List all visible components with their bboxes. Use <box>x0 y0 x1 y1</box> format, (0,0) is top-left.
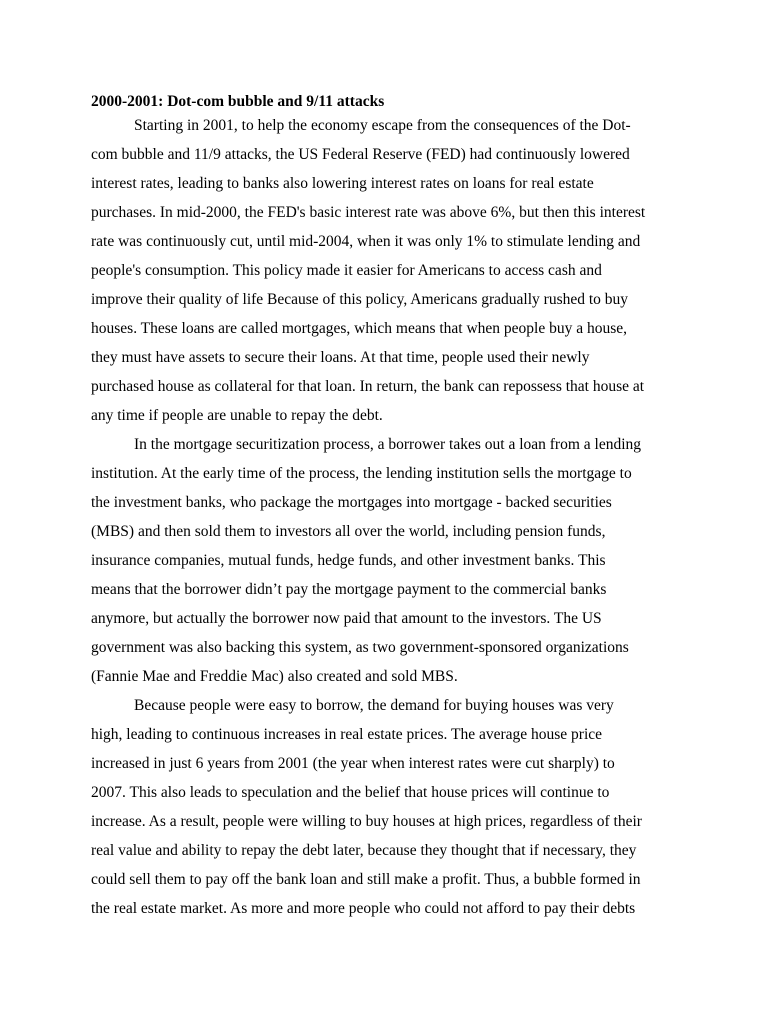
paragraph-1-line-5: rate was continuously cut, until mid-2004, when it was only 1% to stimulate lending and <box>91 233 641 250</box>
paragraph-3-line-4: 2007. This also leads to speculation and the belief that house prices will continue to <box>91 784 610 801</box>
paragraph-3-line-7: could sell them to pay off the bank loan and still make a profit. Thus, a bubble formed in <box>91 871 641 888</box>
paragraph-1-line-1: Starting in 2001, to help the economy escape from the consequences of the Dot- <box>134 117 631 134</box>
paragraph-1-line-3: interest rates, leading to banks also lowering interest rates on loans for real estate <box>91 175 594 192</box>
paragraph-3-line-2: high, leading to continuous increases in real estate prices. The average house price <box>91 726 603 743</box>
paragraph-2-line-7: anymore, but actually the borrower now paid that amount to the investors. The US <box>91 610 602 627</box>
paragraph-1-line-6: people's consumption. This policy made it easier for Americans to access cash and <box>91 262 602 279</box>
paragraph-1-line-7: improve their quality of life Because of this policy, Americans gradually rushed to buy <box>91 291 629 308</box>
paragraph-1-line-10: purchased house as collateral for that loan. In return, the bank can repossess that house at <box>91 378 645 395</box>
paragraph-2-line-6: means that the borrower didn’t pay the mortgage payment to the commercial banks <box>91 581 607 598</box>
paragraph-2-line-4: (MBS) and then sold them to investors all over the world, including pension funds, <box>91 523 606 540</box>
paragraph-2-line-2: institution. At the early time of the process, the lending institution sells the mortgage to <box>91 465 632 482</box>
paragraph-3-line-8: the real estate market. As more and more people who could not afford to pay their debts <box>91 900 636 917</box>
paragraph-2-line-5: insurance companies, mutual funds, hedge funds, and other investment banks. This <box>91 552 606 569</box>
paragraph-1-line-11: any time if people are unable to repay the debt. <box>91 407 383 424</box>
paragraph-2-line-1: In the mortgage securitization process, a borrower takes out a loan from a lending <box>134 436 642 453</box>
paragraph-2-line-8: government was also backing this system, as two government-sponsored organizations <box>91 639 629 656</box>
paragraph-3-line-1: Because people were easy to borrow, the demand for buying houses was very <box>134 697 614 714</box>
paragraph-1-line-9: they must have assets to secure their loans. At that time, people used their newly <box>91 349 590 366</box>
paragraph-2-line-3: the investment banks, who package the mortgages into mortgage - backed securities <box>91 494 612 511</box>
paragraph-1-line-2: com bubble and 11/9 attacks, the US Federal Reserve (FED) had continuously lowered <box>91 146 630 163</box>
paragraph-3-line-3: increased in just 6 years from 2001 (the year when interest rates were cut sharply) to <box>91 755 615 772</box>
section-heading: 2000-2001: Dot-com bubble and 9/11 attacks <box>91 93 385 110</box>
paragraph-1-line-4: purchases. In mid-2000, the FED's basic interest rate was above 6%, but then this interest <box>91 204 646 221</box>
paragraph-3-line-6: real value and ability to repay the debt later, because they thought that if necessary, they <box>91 842 637 859</box>
paragraph-2-line-9: (Fannie Mae and Freddie Mac) also created and sold MBS. <box>91 668 458 685</box>
paragraph-3-line-5: increase. As a result, people were willing to buy houses at high prices, regardless of their <box>91 813 642 830</box>
paragraph-1-line-8: houses. These loans are called mortgages, which means that when people buy a house, <box>91 320 628 337</box>
